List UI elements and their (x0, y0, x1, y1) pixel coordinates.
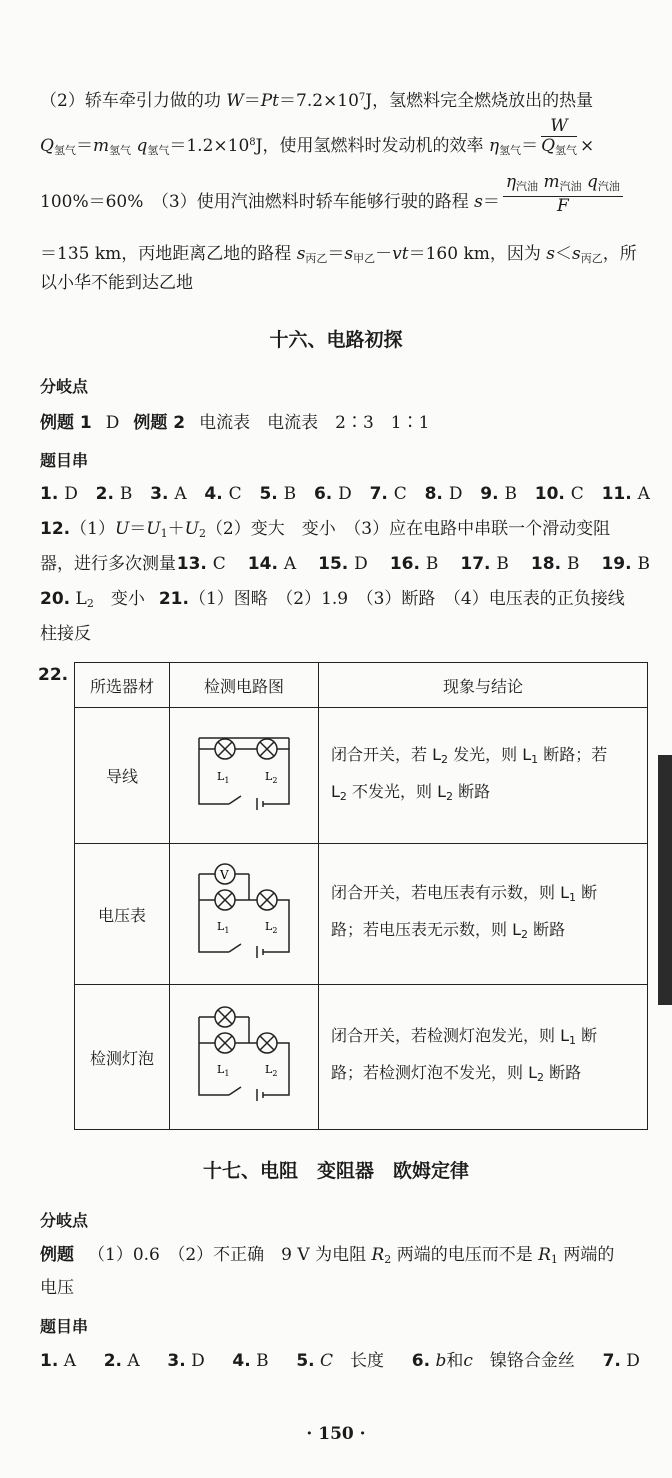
text: （2）轿车牵引力做的功 (40, 91, 227, 111)
var-pt: Pt (260, 91, 279, 111)
var-u: U (184, 519, 199, 539)
answer-value: A (127, 1351, 140, 1371)
var-q: Q (40, 136, 54, 156)
answer-number: 2. (95, 484, 120, 504)
answer-number: 1. (40, 1351, 59, 1371)
subscript: 氢气 (53, 144, 76, 157)
answer-item (531, 553, 580, 575)
var-w: W (226, 91, 244, 111)
text: 断 (576, 883, 598, 902)
text: 断路；若 (538, 744, 608, 764)
answer-number: 6. (411, 1351, 431, 1371)
lamp-label: $L_2$ (265, 769, 278, 785)
text: ＜ (555, 244, 573, 264)
var-s: s (344, 244, 354, 264)
answer-value: B (504, 484, 517, 504)
answer-value: D (338, 484, 352, 504)
answer-value: D (626, 1351, 640, 1371)
question-number: 21. (158, 589, 189, 609)
answer-number: 1. (40, 484, 65, 504)
answer-item (96, 483, 133, 505)
var-r: R (538, 1245, 551, 1265)
text: 路；若电压表无示数，则 L (331, 920, 522, 939)
solution-line-1 (40, 87, 593, 112)
table-header: 现象与结论 (319, 663, 648, 708)
answer-value: 和 (446, 1351, 464, 1371)
subscript: 汽油 (597, 180, 620, 193)
answer-number: 15. (318, 554, 355, 574)
var-s: s (546, 244, 556, 264)
answers-line-1 (40, 483, 650, 505)
circuit-cell (170, 985, 319, 1130)
answer-number: 11. (601, 484, 638, 504)
answer-item (40, 1350, 76, 1372)
answer-item (248, 553, 296, 575)
text: 不发光，则 L (346, 781, 447, 801)
answer-item (259, 483, 296, 505)
var-u: U (146, 519, 161, 539)
answer-number: 19. (601, 554, 638, 574)
lamp-label: $L_2$ (265, 920, 278, 935)
text: （1）0.6 （2）不正确 9 V 为电阻 (88, 1245, 372, 1265)
text: J，氢燃料完全燃烧放出的热量 (365, 91, 594, 111)
answer-item (480, 483, 517, 505)
result-cell (319, 708, 648, 844)
answer-value: C (228, 484, 242, 504)
text: － (375, 244, 393, 264)
answer-number: 4. (232, 1351, 251, 1371)
text: 断路 (528, 920, 566, 939)
example-2-label: 例题 2 (133, 413, 186, 433)
answer-number: 7. (369, 484, 394, 504)
subscript: 2 (441, 752, 449, 766)
text: J，使用氢燃料时发动机的效率 (255, 136, 489, 156)
denominator: F (556, 196, 569, 216)
text: 闭合开关，若 L (331, 744, 442, 764)
answer-item (104, 1350, 140, 1372)
text: ＝7.2×10 (279, 91, 359, 111)
text: 断路 (453, 781, 491, 801)
answer-value: C (212, 554, 226, 574)
text: ＝ (482, 192, 500, 212)
text: L (75, 589, 87, 609)
example-1-answer: D (105, 413, 120, 433)
q20-line (40, 588, 625, 615)
circuit-diagram-wire (189, 734, 299, 814)
tool-cell: 导线 (75, 708, 170, 844)
lamp-label: $L_1$ (217, 920, 230, 935)
subscript: 汽油 (516, 180, 539, 193)
text: ＝ (521, 136, 539, 156)
table-header: 检测电路图 (170, 663, 319, 708)
var-q: q (586, 172, 598, 192)
answer-number: 13. (176, 554, 213, 574)
answer-item (296, 1350, 384, 1372)
var-vt: vt (392, 244, 409, 264)
var-r: R (371, 1245, 385, 1265)
result-cell (319, 985, 648, 1130)
tool-cell: 检测灯泡 (75, 985, 170, 1130)
answer-item (232, 1350, 268, 1372)
example-1-label: 例题 1 (40, 413, 92, 433)
answer-value: C (570, 484, 584, 504)
text: ＝1.2×10 (169, 136, 250, 156)
page-edge-tab (658, 755, 672, 1005)
answer-number: 2. (103, 1351, 122, 1371)
answer-item (150, 483, 187, 505)
table-header-row (75, 663, 648, 708)
answer-number: 18. (530, 554, 567, 574)
text: ，所 (602, 244, 637, 264)
answer-number: 16. (389, 554, 426, 574)
text: × (580, 136, 595, 156)
subscript: 2 (384, 1253, 392, 1266)
subscript: 1 (160, 527, 168, 540)
voltmeter-label: V (220, 868, 229, 882)
answer-item (177, 553, 226, 575)
subscript: 1 (569, 1034, 577, 1047)
subscript: 汽油 (559, 180, 582, 193)
answer-value: 镍铬合金丝 (489, 1351, 575, 1371)
answer-item (390, 553, 439, 575)
answer-number: 6. (313, 484, 339, 504)
var-m: m (92, 136, 110, 156)
answer-value: B (425, 554, 439, 574)
answer-value: D (191, 1351, 205, 1371)
fraction (503, 173, 623, 216)
q22-table (74, 662, 648, 1130)
subscript: 丙乙 (580, 252, 603, 265)
answer-value: B (637, 554, 650, 574)
numerator: W (550, 116, 568, 136)
question-number: 22. (38, 665, 69, 685)
text: 闭合开关，若电压表有示数，则 L (331, 883, 570, 902)
subscript: 1 (531, 752, 539, 766)
text: 100%＝60% （3）使用汽油燃料时轿车能够行驶的路程 (40, 192, 475, 212)
subscript: 2 (537, 1071, 545, 1084)
answer-number: 5. (259, 484, 284, 504)
text: 路；若检测灯泡不发光，则 L (331, 1063, 538, 1082)
answer-value: D (64, 484, 78, 504)
exponent: 8 (249, 137, 256, 148)
subscript: 氢气 (499, 144, 522, 157)
answer-value: A (283, 554, 297, 574)
var-s: s (572, 244, 581, 264)
example-line (40, 412, 429, 434)
circuit-cell (170, 708, 319, 844)
var-m: m (543, 172, 560, 192)
question-number: 12. (40, 519, 71, 539)
answer-item (603, 1350, 640, 1372)
answer-number: 8. (424, 484, 449, 504)
solution-line-4 (40, 243, 637, 270)
table-row (75, 708, 648, 844)
answer-item (318, 553, 368, 575)
lamp-label: $L_1$ (217, 1063, 230, 1078)
subscript: 甲乙 (353, 252, 376, 265)
solution-line-3 (40, 172, 626, 216)
lamp-label: $L_1$ (217, 769, 230, 785)
answer-item (460, 553, 509, 575)
text: ＝160 km，因为 (408, 244, 547, 264)
subscript: 1 (550, 1253, 558, 1266)
var-q: q (136, 136, 148, 156)
question-number: 20. (40, 589, 71, 609)
circuit-diagram-test-lamp (189, 1005, 299, 1105)
var-eta: η (488, 136, 500, 156)
subscript: 氢气 (555, 144, 577, 157)
var-u: U (114, 519, 130, 539)
answer-item (204, 483, 241, 505)
text: （1） (70, 519, 115, 539)
answer-number: 17. (460, 554, 497, 574)
subscript: 氢气 (147, 144, 170, 157)
answer-value: C (320, 1351, 334, 1371)
answer-item (601, 553, 650, 575)
answer-value: b (435, 1351, 447, 1371)
answer-value: B (256, 1351, 269, 1371)
answer-item (40, 483, 78, 505)
text: （2）变大 变小 （3）应在电路中串联一个滑动变阻 (205, 519, 611, 539)
solution-line-5: 以小华不能到达乙地 (40, 273, 193, 293)
subscript: 2 (446, 789, 454, 803)
answer-number: 7. (602, 1351, 621, 1371)
answer-number: 9. (480, 484, 505, 504)
answer-number: 10. (534, 484, 571, 504)
answer-value: B (119, 484, 133, 504)
question-series-label: 题目串 (40, 451, 89, 470)
answer-value: B (566, 554, 580, 574)
answer-item (370, 483, 407, 505)
text: （1）图略 （2）1.9 （3）断路 （4）电压表的正负接线 (188, 589, 625, 609)
answer-number: 3. (150, 484, 175, 504)
subscript: 2 (198, 527, 206, 540)
answer-item (535, 483, 584, 505)
example-line (40, 1244, 614, 1271)
subscript: 丙乙 (305, 252, 328, 265)
q12-line (40, 518, 610, 545)
q12-line-2 (40, 553, 650, 575)
text: L (331, 781, 340, 801)
page-number: · 150 · (306, 1424, 366, 1444)
var-eta: η (505, 172, 517, 192)
table-row (75, 844, 648, 985)
text: 变小 (93, 589, 145, 609)
q21-line-2: 柱接反 (40, 624, 91, 644)
answer-number: 14. (247, 554, 284, 574)
circuit-diagram-voltmeter (189, 862, 299, 962)
answer-value: B (496, 554, 509, 574)
subscript: 2 (521, 928, 529, 941)
text: ＋ (167, 519, 185, 539)
answer-item (425, 483, 463, 505)
solution-line-2 (40, 116, 595, 162)
section-17-title: 十七、电阻 变阻器 欧姆定律 (202, 1160, 469, 1182)
text: 两端的 (557, 1245, 615, 1265)
table-header: 所选器材 (75, 663, 170, 708)
exponent: 7 (358, 92, 366, 103)
result-cell (319, 844, 648, 985)
example-label: 例题 (40, 1245, 74, 1265)
answer-item (602, 483, 650, 505)
subscript: 氢气 (109, 144, 132, 157)
text: ＝ (243, 91, 261, 111)
answer-number: 4. (204, 484, 229, 504)
question-series-label: 题目串 (40, 1317, 89, 1336)
tool-cell: 电压表 (75, 844, 170, 985)
text: 发光，则 L (448, 744, 532, 764)
answer-number: 3. (167, 1351, 186, 1371)
answer-value: c (463, 1351, 473, 1371)
answer-value: C (393, 484, 407, 504)
var-s: s (296, 244, 306, 264)
subscript: 2 (86, 597, 94, 610)
answer-value: B (283, 484, 297, 504)
answer-item (412, 1350, 575, 1372)
text: ＝ (75, 136, 93, 156)
text: 断路 (544, 1063, 582, 1082)
example-2-answer: 电流表 电流表 2∶3 1∶1 (199, 413, 430, 433)
table-row (75, 985, 648, 1130)
answer-number: 5. (296, 1351, 315, 1371)
answer-item (314, 483, 352, 505)
answer-value: D (354, 554, 368, 574)
text: ＝ (129, 519, 147, 539)
answers-line-3 (177, 553, 650, 575)
subscript: 1 (569, 891, 577, 904)
answer-item (167, 1350, 204, 1372)
branch-label: 分岐点 (40, 1211, 89, 1230)
fraction (541, 117, 577, 160)
answer-value: A (637, 484, 650, 504)
example-line-2: 电压 (40, 1278, 74, 1298)
circuit-cell (170, 844, 319, 985)
text: 断 (576, 1026, 598, 1045)
denominator: Q (541, 136, 555, 156)
answers-line (40, 1350, 640, 1372)
text: 器，进行多次测量 (40, 554, 176, 574)
answer-value: A (63, 1351, 76, 1371)
text: ＝ (327, 244, 345, 264)
text: 两端的电压而不是 (391, 1245, 539, 1265)
answer-value: D (448, 484, 463, 504)
section-16-title: 十六、电路初探 (269, 329, 403, 351)
branch-label: 分岐点 (40, 377, 89, 396)
lamp-label: $L_2$ (265, 1063, 278, 1078)
text: 闭合开关，若检测灯泡发光，则 L (331, 1026, 570, 1045)
subscript: 2 (339, 789, 347, 803)
answer-value: A (174, 484, 187, 504)
text: ＝135 km，丙地距离乙地的路程 (40, 244, 297, 264)
var-s: s (474, 192, 483, 212)
answer-value: 长度 (350, 1351, 385, 1371)
